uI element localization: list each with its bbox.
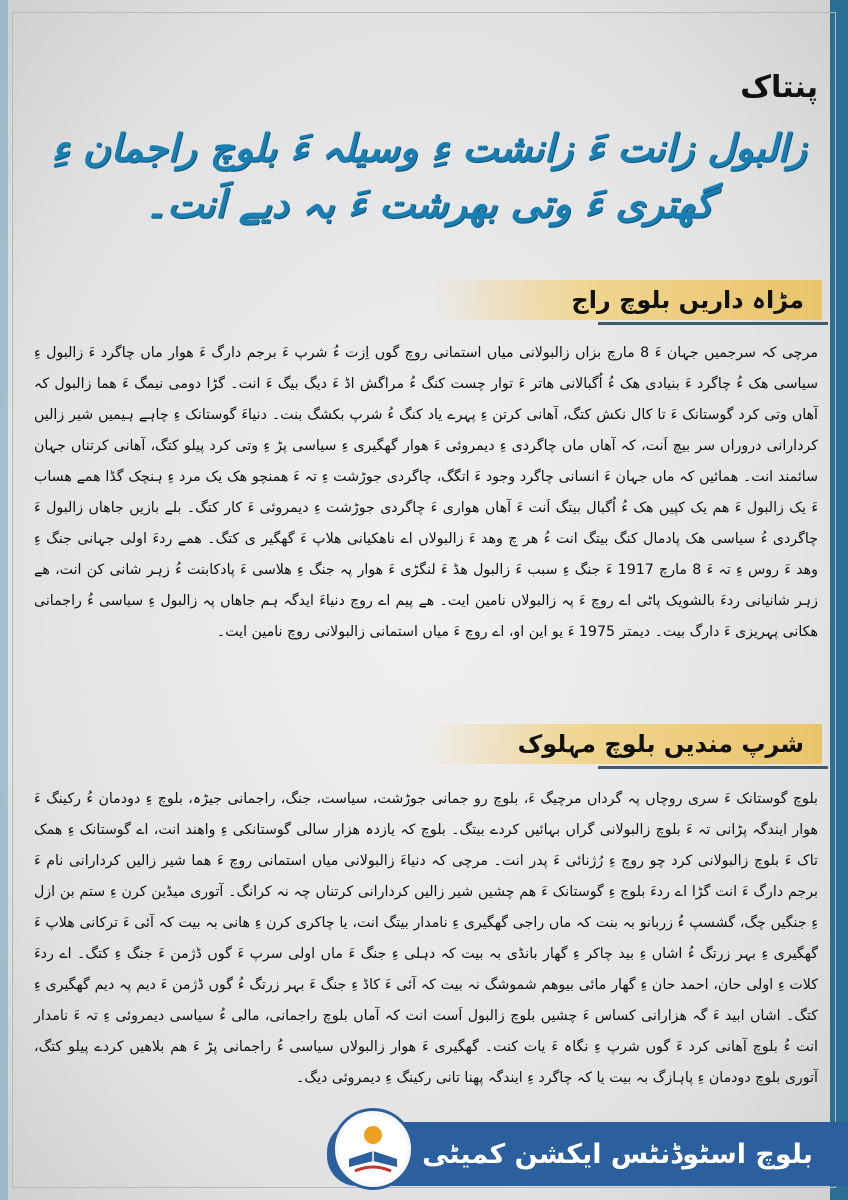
headline: زالبول زانت ءَ زانشت ءِ وسیلہ ءَ بلوچ راجمان ءِ گھتری ءَ وتی بھرشت ءَ بہ دیے اَنت۔ — [51, 126, 807, 226]
left-stripe — [0, 0, 8, 1200]
section-title-1: مڑاہ داریں بلوچ راج — [434, 280, 822, 320]
section-body-1 — [34, 338, 818, 648]
organization-logo-icon — [332, 1108, 414, 1190]
section-title-2: شرپ مندیں بلوچ مہلوک — [424, 724, 822, 764]
category-label: پنتاک — [740, 70, 818, 105]
section-body-2 — [34, 784, 818, 1094]
paragraph: بلوچ گوستانک ءَ سری روچاں پہ گرداں مرچیگ ءَ، بلوچ رو جمانی جوڑشت، سیاست، جنگ، راجمانی جیڑہ، بلوچ ءِ دودمان ءُ رکینگ ءَ ھوار ایندگہ پڑانی تہ ءَ بلوچ زالبولانی گراں بہائیں کردے بیتگ۔ بلوچ کہ یازدہ ھزار سالی گوستانکی ءِ واھند انت، اے گوستانک ءِ ھمک تاک ءَ بلوچ زالبولانی کرد چو روچ ءِ رُژنائی ءَ پدر انت۔ مرچی کہ دنیاءَ زالبولانی میاں استمانی روچ ءَ ھما شیر زالیں کردارانی نام ءَ برجم دارگ ءَ انت گڑا اے ردءَ بلوچ ءِ گوستانک ءَ ھم چشیں شیر زالیں کردارانی کرتناں چہ نہ کرانگ۔ آتوری میڈین کرن ءِ ستم بن ازل ءِ جنگیں چگ، گشسپ ءُ زربانو بہ بنت کہ ماں راجی گھگیری ءِ نامدار بیتگ انت، یا چاکری کرن ءِ ھانی بہ بیت کہ آئی ءَ ترکانی ھلاپ ءَ گھگیری ءِ بہر زرتگ ءُ اشاں ءِ بید چاکر ءِ گھار بانڈی بہ بیت کہ دہلی ءِ جنگ ءَ ماں اولی سرپ ءَ گوں ڈژمن ءَ جنگ ءِ کتگ۔ اے ردءَ کلات ءِ اولی حان، احمد حان ءِ گھار مائی بیوھم شموشگ نہ بیت کہ آئی ءَ کاڈ ءِ جنگ ءَ بہر زرتگ ءُ گوں ڈژمن ءَ دیم پہ دیم گھگیری ءِ کتگ۔ اشاں ابید ءَ گہ ھزارانی کساس ءَ چشیں بلوچ زالبول اَست انت کہ آماں بلوچ راجمانی، مالی ءُ سیاسی دیمروئی ءِ تہ ءَ نامدار انت ءُ بلوچ آھانی کرد ءَ گوں شرپ ءِ نگاہ ءَ یات کنت۔ گھگیری ءَ ھوار زالبولاں سیاسی ءُ راجمانی پڑ ءَ ھم بلاھیں کردے پیلو کتگ، آتوری بلوچ دودمان ءِ پاہازگ بہ بیت یا کہ چاگرد ءِ ایندگہ پھنا تانی رکینگ ءِ دیمروئی دیگ۔ — [34, 791, 818, 1086]
section-rule-1 — [598, 322, 828, 325]
paragraph: مرچی کہ سرجمیں جہان ءَ 8 مارچ بزاں زالبولانی میاں استمانی روچ گوں اِزت ءُ شرپ ءَ برجم دارگ ءَ ھوار ماں چاگرد ءَ زالبول ءِ سیاسی ھک ءُ چاگرد ءَ بنیادی ھک ءُ اُگبالانی ھاتر ءَ توار چست کنگ ءُ مراگش اڈ ءَ دیگ بیگ ءَ انت۔ گڑا دومی نیمگ ءَ ھما زالبول کہ آھاں وتی کرد گوستانک ءَ تا کال نکش کتگ، آھانی کرتن ءِ پہرے یاد کنگ ءُ شرپ بکشگ بنت۔ دنیاءَ گوستانک ءِ چاہے ہیمیں شیر زالیں کردارانی دروراں سر بیچ اَنت، کہ آھاں ماں چاگردی ءِ دیمروئی ءَ ھوار گھگیری ءِ سیاسی پڑ ءِ وتی کرد پیلو کتگ، آھانی کرتناں جہان سائمند انت۔ ھمائیں کہ ماں جہان ءَ انسانی چاگرد وجود ءَ اتگگ، چاگردی جوڑشت ءِ تہ ءَ ھمنچو ھک یک مرد ءِ ہنچک گڈا ھمے ھساب ءَ یک زالبول ءَ ھم یک کپیں ھک ءُ اُگبال بیتگ اَنت ءَ آھاں ھواری ءَ چاگردی جوڑشت ءِ دیمروئی ءَ کار کتگ۔ بلے بازیں جاھاں زالبول ءَ چاگردی ءُ سیاسی ھک پادمال کنگ بیتگ انت ءُ ھر چ وھد ءَ زالبولاں اے ناھکیانی ھلاپ ءَ گھگیر ی کتگ۔ ھمے ردءَ اولی جہانی جنگ ءِ وھد ءَ روس ءِ تہ ءَ 8 مارچ 1917 ءَ جنگ ءِ سبب ءَ زالبول ھڈ ءَ لنگڑی ءَ ھوار پہ جنگ ءِ ھلاسی ءَ پادکابنت ءُ زہر شانی کن انت، ھے زہر شانیانی ردءَ بالشویک پاٹی اے روچ ءَ پہ زالبولاں نامین ایت۔ ھے پیم اے روچ دنیاءَ ایدگہ ہم جاھاں پہ زالبول ءِ سیاسی ءُ راجمانی ھکانی پہریزی ءَ دارگ بیت۔ دیمتر 1975 ءَ یو این او، اے روچ ءَ میاں استمانی زالبولانی روچ نامین ایت۔ — [34, 345, 819, 640]
section-rule-2 — [598, 766, 828, 769]
organization-name: بلوچ اسٹوڈنٹس ایکشن کمیٹی — [422, 1138, 813, 1170]
